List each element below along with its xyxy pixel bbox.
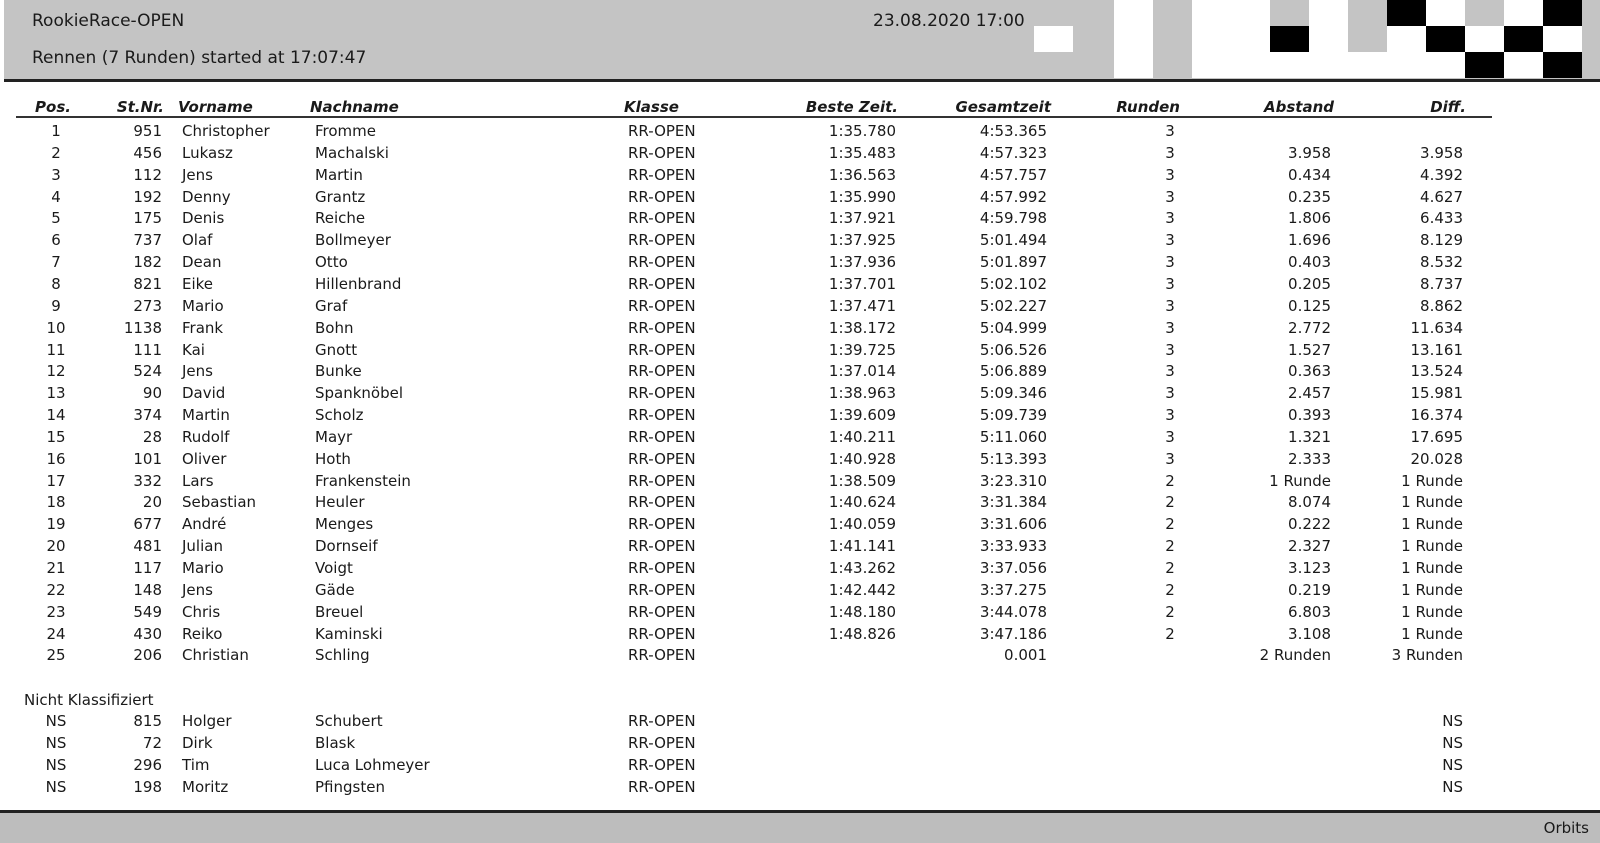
cell-last-name: Kaminski <box>315 624 383 643</box>
cell-pos: NS <box>45 733 67 752</box>
cell-first-name: Holger <box>182 712 232 730</box>
cell-total-time: 3:44.078 <box>979 602 1047 621</box>
cell-diff: 11.634 <box>1410 318 1463 337</box>
cell-pos: 23 <box>46 602 66 621</box>
cell-last-name: Frankenstein <box>315 471 411 490</box>
cell-diff: NS <box>1442 733 1463 752</box>
column-header-gap: Abstand <box>1264 98 1334 116</box>
cell-start-number: 72 <box>142 733 162 752</box>
cell-laps: 2 <box>1165 493 1175 512</box>
cell-start-number: 332 <box>133 471 162 490</box>
cell-class: RR-OPEN <box>628 646 696 665</box>
cell-last-name: Mayr <box>315 427 353 446</box>
cell-start-number: 296 <box>133 755 162 774</box>
cell-start-number: 182 <box>133 253 162 272</box>
cell-class: RR-OPEN <box>628 515 696 534</box>
cell-pos: 10 <box>46 318 66 337</box>
cell-pos: 14 <box>46 406 66 425</box>
cell-last-name: Schling <box>315 646 370 665</box>
cell-pos: 22 <box>46 580 66 599</box>
cell-first-name: Kai <box>182 340 205 359</box>
footer-brand: Orbits <box>1543 819 1589 837</box>
cell-total-time: 4:57.323 <box>979 143 1047 162</box>
cell-first-name: Lukasz <box>182 143 233 162</box>
cell-gap: 2.333 <box>1288 449 1331 468</box>
cell-class: RR-OPEN <box>628 406 696 425</box>
cell-total-time: 5:01.897 <box>979 253 1047 272</box>
cell-gap: 1.527 <box>1288 340 1331 359</box>
cell-laps: 3 <box>1165 340 1175 359</box>
cell-gap: 0.125 <box>1288 296 1331 315</box>
cell-best-time: 1:35.483 <box>828 143 896 162</box>
cell-total-time: 5:11.060 <box>979 427 1047 446</box>
cell-first-name: Denny <box>182 187 231 206</box>
cell-first-name: Frank <box>182 318 224 337</box>
cell-diff: 8.737 <box>1420 274 1463 293</box>
cell-pos: 19 <box>46 515 66 534</box>
cell-laps: 3 <box>1165 143 1175 162</box>
cell-class: RR-OPEN <box>628 559 696 577</box>
cell-last-name: Blask <box>315 733 356 752</box>
cell-first-name: Jens <box>182 580 213 599</box>
cell-best-time: 1:37.921 <box>828 209 896 228</box>
cell-diff: 16.374 <box>1410 406 1463 425</box>
not-classified-label: Nicht Klassifiziert <box>24 691 154 709</box>
cell-class: RR-OPEN <box>628 122 696 140</box>
cell-diff: 3.958 <box>1420 143 1463 162</box>
cell-start-number: 430 <box>133 624 162 643</box>
cell-best-time: 1:37.936 <box>828 253 896 272</box>
cell-pos: 2 <box>51 143 61 162</box>
cell-first-name: Rudolf <box>182 427 230 446</box>
cell-diff: 1 Runde <box>1401 471 1463 490</box>
event-title: RookieRace-OPEN <box>32 11 185 31</box>
cell-total-time: 0.001 <box>1004 646 1047 665</box>
cell-total-time: 5:02.227 <box>979 296 1047 315</box>
cell-gap: 0.222 <box>1288 515 1331 534</box>
cell-class: RR-OPEN <box>628 231 696 250</box>
cell-start-number: 206 <box>133 646 162 665</box>
cell-gap: 0.434 <box>1288 165 1331 184</box>
cell-last-name: Machalski <box>315 143 389 162</box>
cell-last-name: Dornseif <box>315 537 378 556</box>
cell-diff: 20.028 <box>1410 449 1463 468</box>
cell-first-name: Christian <box>182 646 249 665</box>
cell-laps: 2 <box>1165 471 1175 490</box>
cell-gap: 1.806 <box>1288 209 1331 228</box>
cell-diff: 1 Runde <box>1401 580 1463 599</box>
cell-total-time: 5:02.102 <box>979 274 1047 293</box>
cell-start-number: 524 <box>133 362 162 381</box>
cell-last-name: Bollmeyer <box>315 231 391 250</box>
cell-gap: 3.123 <box>1288 559 1331 577</box>
column-header-diff: Diff. <box>1430 98 1466 116</box>
cell-start-number: 1138 <box>123 318 162 337</box>
cell-diff: 4.627 <box>1420 187 1463 206</box>
cell-class: RR-OPEN <box>628 253 696 272</box>
cell-last-name: Grantz <box>315 187 366 206</box>
cell-gap: 3.958 <box>1288 143 1331 162</box>
cell-total-time: 5:01.494 <box>979 231 1047 250</box>
cell-laps: 3 <box>1165 296 1175 315</box>
cell-pos: 3 <box>51 165 61 184</box>
cell-laps: 3 <box>1165 253 1175 272</box>
cell-diff: 13.161 <box>1410 340 1463 359</box>
cell-class: RR-OPEN <box>628 143 696 162</box>
cell-pos: 20 <box>46 537 66 556</box>
cell-start-number: 273 <box>133 296 162 315</box>
cell-gap: 2 Runden <box>1259 646 1331 665</box>
cell-class: RR-OPEN <box>628 777 696 796</box>
cell-total-time: 3:23.310 <box>979 471 1047 490</box>
cell-diff: 8.129 <box>1420 231 1463 250</box>
cell-class: RR-OPEN <box>628 318 696 337</box>
cell-start-number: 20 <box>142 493 162 512</box>
cell-diff: 17.695 <box>1410 427 1463 446</box>
cell-last-name: Bohn <box>315 318 354 337</box>
cell-pos: 8 <box>51 274 61 293</box>
report-footer <box>0 810 1600 843</box>
cell-best-time: 1:35.990 <box>828 187 896 206</box>
cell-class: RR-OPEN <box>628 362 696 381</box>
cell-class: RR-OPEN <box>628 537 696 556</box>
cell-class: RR-OPEN <box>628 384 696 403</box>
cell-diff: 1 Runde <box>1401 493 1463 512</box>
cell-laps: 2 <box>1165 515 1175 534</box>
cell-pos: NS <box>45 777 67 796</box>
cell-first-name: Oliver <box>182 449 227 468</box>
cell-total-time: 3:47.186 <box>979 624 1047 643</box>
column-header-first-name: Vorname <box>178 98 253 116</box>
cell-pos: 13 <box>46 384 66 403</box>
cell-first-name: Chris <box>182 602 221 621</box>
column-header-pos: Pos. <box>35 98 71 116</box>
cell-laps: 3 <box>1165 427 1175 446</box>
cell-start-number: 148 <box>133 580 162 599</box>
cell-first-name: Tim <box>182 755 210 774</box>
cell-start-number: 101 <box>133 449 162 468</box>
cell-last-name: Bunke <box>315 362 362 381</box>
column-header-class: Klasse <box>624 98 679 116</box>
race-info: Rennen (7 Runden) started at 17:07:47 <box>32 48 367 68</box>
cell-gap: 1.696 <box>1288 231 1331 250</box>
cell-last-name: Spanknöbel <box>315 384 404 403</box>
cell-class: RR-OPEN <box>628 602 696 621</box>
cell-gap: 2.327 <box>1288 537 1331 556</box>
cell-first-name: Jens <box>182 165 213 184</box>
cell-gap: 0.403 <box>1288 253 1331 272</box>
cell-first-name: Christopher <box>182 122 270 140</box>
cell-first-name: Eike <box>182 274 214 293</box>
cell-last-name: Menges <box>315 515 374 534</box>
cell-start-number: 117 <box>133 559 162 577</box>
cell-last-name: Heuler <box>315 493 365 512</box>
cell-diff: 8.532 <box>1420 253 1463 272</box>
cell-first-name: David <box>182 384 226 403</box>
cell-first-name: Reiko <box>182 624 223 643</box>
cell-pos: 6 <box>51 231 61 250</box>
cell-total-time: 3:31.384 <box>979 493 1047 512</box>
cell-last-name: Scholz <box>315 406 364 425</box>
cell-first-name: Dean <box>182 253 222 272</box>
cell-class: RR-OPEN <box>628 209 696 228</box>
cell-last-name: Schubert <box>315 712 383 730</box>
cell-best-time: 1:39.725 <box>828 340 896 359</box>
cell-last-name: Breuel <box>315 602 364 621</box>
cell-best-time: 1:40.059 <box>828 515 896 534</box>
column-header-laps: Runden <box>1116 98 1180 116</box>
cell-class: RR-OPEN <box>628 624 696 643</box>
cell-start-number: 456 <box>133 143 162 162</box>
cell-last-name: Hoth <box>315 449 351 468</box>
cell-start-number: 821 <box>133 274 162 293</box>
cell-pos: 24 <box>46 624 66 643</box>
report-header <box>4 0 1600 82</box>
cell-start-number: 198 <box>133 777 162 796</box>
cell-best-time: 1:35.780 <box>828 122 896 140</box>
cell-diff: 1 Runde <box>1401 602 1463 621</box>
cell-best-time: 1:37.014 <box>828 362 896 381</box>
cell-best-time: 1:38.172 <box>828 318 896 337</box>
cell-first-name: Sebastian <box>182 493 257 512</box>
cell-best-time: 1:43.262 <box>828 559 896 577</box>
cell-last-name: Voigt <box>315 559 353 577</box>
cell-total-time: 5:09.739 <box>979 406 1047 425</box>
cell-gap: 0.205 <box>1288 274 1331 293</box>
cell-last-name: Graf <box>315 296 348 315</box>
cell-laps: 3 <box>1165 231 1175 250</box>
cell-diff: NS <box>1442 755 1463 774</box>
cell-laps: 3 <box>1165 274 1175 293</box>
cell-pos: 11 <box>46 340 66 359</box>
column-header-best-time: Beste Zeit. <box>805 98 898 116</box>
cell-total-time: 5:04.999 <box>979 318 1047 337</box>
cell-first-name: Martin <box>182 406 230 425</box>
cell-start-number: 192 <box>133 187 162 206</box>
cell-gap: 8.074 <box>1288 493 1331 512</box>
cell-best-time: 1:38.963 <box>828 384 896 403</box>
cell-last-name: Pfingsten <box>315 777 385 796</box>
cell-last-name: Gnott <box>315 340 358 359</box>
cell-diff: NS <box>1442 777 1463 796</box>
cell-class: RR-OPEN <box>628 449 696 468</box>
cell-gap: 0.363 <box>1288 362 1331 381</box>
header-divider <box>16 116 1492 118</box>
cell-total-time: 3:37.056 <box>979 559 1047 577</box>
cell-diff: 4.392 <box>1420 165 1463 184</box>
cell-first-name: Moritz <box>182 777 229 796</box>
cell-diff: 1 Runde <box>1401 624 1463 643</box>
cell-gap: 1 Runde <box>1269 471 1331 490</box>
cell-pos: 25 <box>46 646 66 665</box>
cell-pos: 9 <box>51 296 61 315</box>
cell-best-time: 1:37.701 <box>828 274 896 293</box>
cell-gap: 0.219 <box>1288 580 1331 599</box>
cell-class: RR-OPEN <box>628 340 696 359</box>
cell-gap: 0.235 <box>1288 187 1331 206</box>
cell-first-name: Mario <box>182 559 224 577</box>
cell-diff: 6.433 <box>1420 209 1463 228</box>
cell-pos: 16 <box>46 449 66 468</box>
cell-laps: 3 <box>1165 209 1175 228</box>
cell-pos: 12 <box>46 362 66 381</box>
cell-class: RR-OPEN <box>628 712 696 730</box>
cell-total-time: 5:13.393 <box>979 449 1047 468</box>
cell-start-number: 28 <box>142 427 162 446</box>
cell-pos: 18 <box>46 493 66 512</box>
cell-best-time: 1:40.211 <box>828 427 896 446</box>
cell-best-time: 1:41.141 <box>828 537 896 556</box>
cell-best-time: 1:37.925 <box>828 231 896 250</box>
cell-start-number: 481 <box>133 537 162 556</box>
cell-laps: 2 <box>1165 537 1175 556</box>
cell-class: RR-OPEN <box>628 187 696 206</box>
cell-last-name: Luca Lohmeyer <box>315 755 430 774</box>
cell-pos: 4 <box>51 187 61 206</box>
cell-laps: 3 <box>1165 449 1175 468</box>
cell-gap: 2.772 <box>1288 318 1331 337</box>
cell-pos: 15 <box>46 427 66 446</box>
cell-first-name: Mario <box>182 296 224 315</box>
cell-first-name: Julian <box>182 537 223 556</box>
cell-best-time: 1:37.471 <box>828 296 896 315</box>
column-header-total-time: Gesamtzeit <box>955 98 1051 116</box>
cell-laps: 3 <box>1165 318 1175 337</box>
cell-start-number: 677 <box>133 515 162 534</box>
cell-total-time: 3:33.933 <box>979 537 1047 556</box>
cell-pos: 7 <box>51 253 61 272</box>
cell-last-name: Martin <box>315 165 363 184</box>
cell-start-number: 549 <box>133 602 162 621</box>
cell-laps: 3 <box>1165 165 1175 184</box>
cell-gap: 1.321 <box>1288 427 1331 446</box>
cell-laps: 3 <box>1165 362 1175 381</box>
cell-last-name: Fromme <box>315 122 377 140</box>
cell-class: RR-OPEN <box>628 755 696 774</box>
cell-total-time: 5:06.889 <box>979 362 1047 381</box>
cell-last-name: Hillenbrand <box>315 274 402 293</box>
cell-last-name: Gäde <box>315 580 355 599</box>
cell-laps: 3 <box>1165 384 1175 403</box>
cell-diff: 1 Runde <box>1401 537 1463 556</box>
cell-total-time: 5:09.346 <box>979 384 1047 403</box>
cell-start-number: 111 <box>133 340 162 359</box>
cell-pos: NS <box>45 712 67 730</box>
cell-first-name: André <box>182 515 227 534</box>
cell-gap: 3.108 <box>1288 624 1331 643</box>
cell-best-time: 1:38.509 <box>828 471 896 490</box>
cell-gap: 6.803 <box>1288 602 1331 621</box>
cell-laps: 2 <box>1165 624 1175 643</box>
column-header-start-number: St.Nr. <box>116 98 164 116</box>
cell-class: RR-OPEN <box>628 274 696 293</box>
cell-diff: 3 Runden <box>1391 646 1463 665</box>
cell-pos: 1 <box>51 122 61 140</box>
cell-class: RR-OPEN <box>628 580 696 599</box>
cell-first-name: Jens <box>182 362 213 381</box>
race-date: 23.08.2020 17:00 <box>873 11 1025 31</box>
cell-diff: 1 Runde <box>1401 559 1463 577</box>
cell-total-time: 3:31.606 <box>979 515 1047 534</box>
cell-pos: 17 <box>46 471 66 490</box>
cell-laps: 2 <box>1165 559 1175 577</box>
cell-class: RR-OPEN <box>628 427 696 446</box>
cell-best-time: 1:40.624 <box>828 493 896 512</box>
cell-first-name: Olaf <box>182 231 213 250</box>
column-header-last-name: Nachname <box>310 98 399 116</box>
cell-laps: 2 <box>1165 580 1175 599</box>
cell-start-number: 175 <box>133 209 162 228</box>
cell-total-time: 4:53.365 <box>979 122 1047 140</box>
cell-start-number: 815 <box>133 712 162 730</box>
cell-start-number: 112 <box>133 165 162 184</box>
cell-best-time: 1:48.826 <box>828 624 896 643</box>
cell-laps: 3 <box>1165 187 1175 206</box>
cell-gap: 0.393 <box>1288 406 1331 425</box>
cell-total-time: 3:37.275 <box>979 580 1047 599</box>
cell-laps: 3 <box>1165 122 1175 140</box>
cell-diff: 8.862 <box>1420 296 1463 315</box>
cell-gap: 2.457 <box>1288 384 1331 403</box>
cell-total-time: 5:06.526 <box>979 340 1047 359</box>
cell-best-time: 1:40.928 <box>828 449 896 468</box>
cell-class: RR-OPEN <box>628 471 696 490</box>
cell-diff: NS <box>1442 712 1463 730</box>
cell-start-number: 951 <box>133 122 162 140</box>
cell-first-name: Denis <box>182 209 225 228</box>
cell-start-number: 90 <box>142 384 162 403</box>
cell-last-name: Reiche <box>315 209 366 228</box>
cell-laps: 2 <box>1165 602 1175 621</box>
cell-best-time: 1:39.609 <box>828 406 896 425</box>
cell-class: RR-OPEN <box>628 493 696 512</box>
cell-diff: 13.524 <box>1410 362 1463 381</box>
checkered-flag-icon <box>1034 0 1600 79</box>
cell-total-time: 4:59.798 <box>979 209 1047 228</box>
cell-first-name: Lars <box>182 471 214 490</box>
cell-best-time: 1:42.442 <box>828 580 896 599</box>
cell-diff: 15.981 <box>1410 384 1463 403</box>
cell-class: RR-OPEN <box>628 296 696 315</box>
cell-laps: 3 <box>1165 406 1175 425</box>
cell-class: RR-OPEN <box>628 165 696 184</box>
cell-start-number: 737 <box>133 231 162 250</box>
cell-pos: NS <box>45 755 67 774</box>
cell-diff: 1 Runde <box>1401 515 1463 534</box>
cell-best-time: 1:48.180 <box>828 602 896 621</box>
cell-pos: 5 <box>51 209 61 228</box>
cell-total-time: 4:57.757 <box>979 165 1047 184</box>
cell-start-number: 374 <box>133 406 162 425</box>
cell-last-name: Otto <box>315 253 348 272</box>
cell-first-name: Dirk <box>182 733 213 752</box>
cell-class: RR-OPEN <box>628 733 696 752</box>
cell-best-time: 1:36.563 <box>828 165 896 184</box>
cell-total-time: 4:57.992 <box>979 187 1047 206</box>
cell-pos: 21 <box>46 559 66 577</box>
